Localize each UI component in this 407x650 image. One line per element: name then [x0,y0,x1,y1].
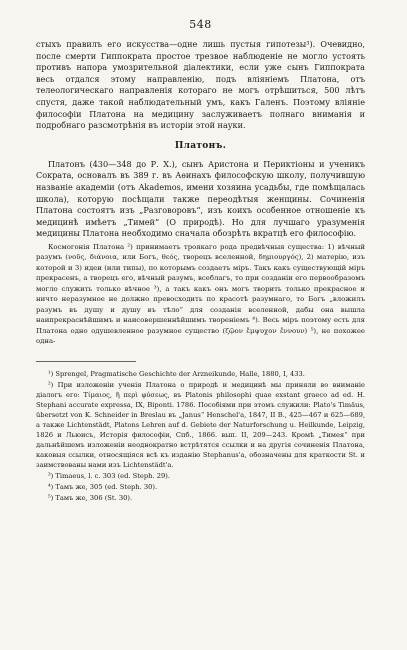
intro-text [36,39,365,132]
plato-paragraph: Платонъ (430—348 до Р. Х.), сынъ Аристона и Периктіоны и ученикъ Сократа, основалъ въ 389 г. въ Аѳинахъ философскую школу, получившую названіе академіи (отъ Akademos, имени хозяина усадьбы, где помѣщалась школа), которую посѣщали также переодѣтыя женщины. Сочиненія Платона состоятъ изъ „Разговоровъ“, изъ коихъ особенное отношеніе къ медицинѣ имѣетъ „Тимей“ (О природѣ). Но для лучшаго уразуменія медицины Платона необходимо сначала обозрѣть вкратцѣ его философію. [36,158,365,239]
section-title: Платонъ. [174,140,227,151]
section-body [36,159,365,240]
intro-paragraph: стыхъ правилъ его искусства—одне лишь пустыя гипотезы³). Очевидно, после смерти Гиппократа простое трезвое наблюденіе не могло устоять противъ напора умозрительной діалектики, если уже сынъ Гиппократа весь отдался этому направленію, подъ вліяніемъ Платона, отъ телеологическаго направленія котораго не могъ отрѣшиться, 500 лѣтъ спустя, даже такой наблюдательный умъ, какъ Галенъ. Поэтому вліяніе философіи Платона на медицину заслуживаетъ полнаго вниманія и подробнаго разсмотрѣнія въ исторіи этой науки. [36,39,365,131]
footnotes [36,369,365,503]
page-number: 548 [189,18,212,31]
footnote-1: ¹) Sprengel, Pragmatische Geschichte der Arzneikunde, Halle, 1880, I, 433. [48,369,305,378]
footnote-divider [36,361,136,362]
footnote-2: ²) При изложеніи ученія Платона о природѣ и медицинѣ мы приняли во вниманіе діалогъ его: Τίμαιος, ἢ περὶ φύσεως, въ Platonis philosophi quae exstant graeco ad ed. H. Stephani accurate expressa, IX, Biponti. 1786. Пособіями при этомъ служили: Plato's Timäus, übersetzt von K. Schneider in Breslau въ „Janus“ Henschel'a, 1847, II B., 425—467 и 625—689, а также Lichtenstädt, Platons Lehren auf d. Gebiete der Naturforschung u. Heilkunde, Leipzig, 1826 и Льюисъ, Исторія философіи, Спб., 1866. вып. II, 209—243. Кромѣ „Тимея“ при дальнѣйшемъ изложеніи неоднократно встрѣтятся ссылки и на другія сочиненія Платона, каковыя ссылки, относящіяся всѣ къ изданію Stephanus'a, обозначены для краткости St. и заимствованы нами изъ Lichtenstädt'a. [36,380,365,469]
cosmogony-paragraph: Космогонія Платона ²) принимаетъ троякаго рода предвѣчныя существа: 1) вѣчный разумъ (νοῦς, διάνοια, или Богъ, θεός, творецъ вселенной, δημιουργός), 2) матерію, изъ которой и 3) идеи (или типы), по которымъ создаетъ міръ. Такъ какъ существующій міръ прекрасенъ, а творецъ его, вѣчный разумъ, всеблагъ, то при созданіи его первообразомъ могло служить только вѣчное ³), а такъ какъ онъ могъ творить только прекрасное и ничто неразумное не должно превосходить по красотѣ разумнаго, то Богъ „вложилъ разумъ въ душу и душу въ тѣло“ для созданія вселенной, дабы она вышла наипрекраснѣйшимъ и наисовершеннѣйшимъ твореніемъ ⁴). Весь міръ поэтому есть для Платона одно одушевленное разумное существо (ζῷον ἔμψυχον ἔννουν) ⁵), не похожее одна- [36,242,365,346]
footnote-3: ³) Timaeus, l. c. 303 (ed. Steph. 29). [48,471,170,480]
cosmogony-text [36,242,365,347]
footnote-4: ⁴) Тамъ же, 305 (ed. Steph. 30). [48,482,158,491]
footnote-5: ⁵) Тамъ же, 306 (St. 30). [48,493,133,502]
